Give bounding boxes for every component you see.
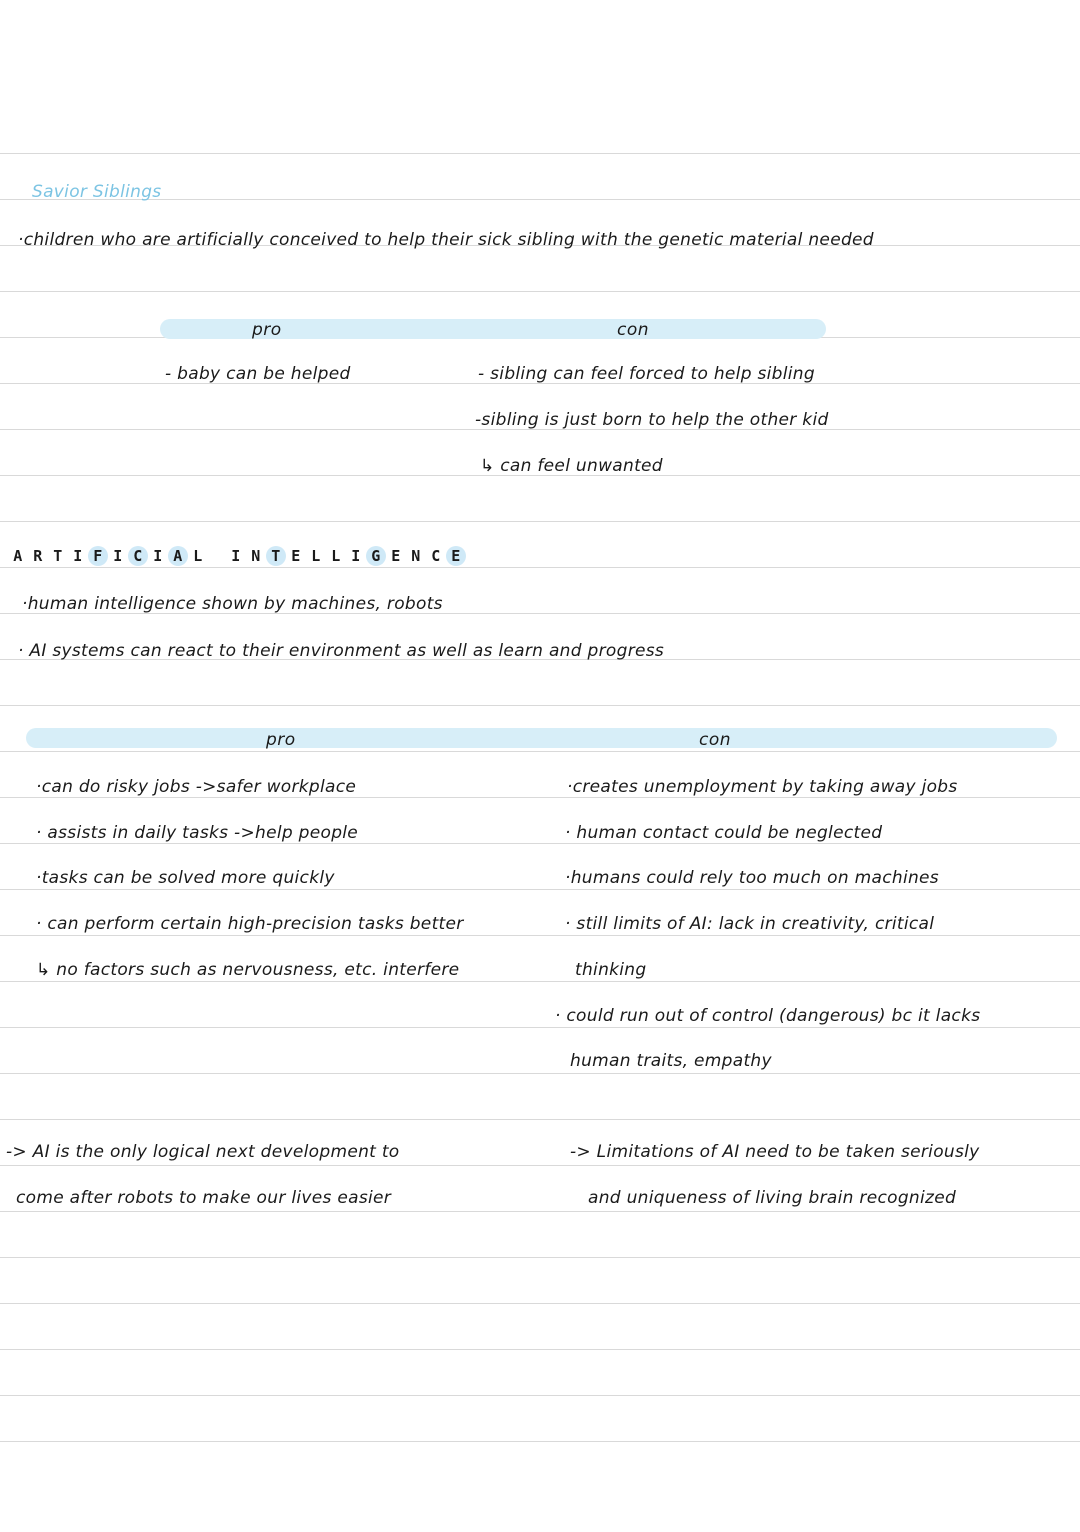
ai-pro-item: ↳ no factors such as nervousness, etc. interfere [36,960,460,980]
ai-con-item: ·creates unemployment by taking away jobs [567,777,958,797]
savior-pro-header: pro [252,320,282,340]
ruled-line [0,1211,1080,1212]
ruled-line [0,1303,1080,1304]
ruled-line [0,935,1080,936]
savior-pro-item: - baby can be helped [165,364,351,384]
ai-section-title: A R T I F I C I A L I N T E L L I G E N C E [8,546,466,566]
savior-con-item: ↳ can feel unwanted [480,456,663,476]
ai-con-header: con [699,730,732,750]
ruled-line [0,291,1080,292]
ruled-line [0,797,1080,798]
ai-pro-item: · can perform certain high-precision tasks better [36,914,464,934]
savior-siblings-definition: ·children who are artificially conceived to help their sick sibling with the genetic material needed [18,230,874,250]
savior-con-header: con [617,320,650,340]
ruled-line [0,521,1080,522]
ruled-line [0,1395,1080,1396]
savior-con-item: - sibling can feel forced to help sibling [478,364,815,384]
ruled-line [0,1257,1080,1258]
ruled-line [0,751,1080,752]
ruled-line [0,1349,1080,1350]
savior-siblings-title: Savior Siblings [32,182,162,202]
ruled-line [0,1119,1080,1120]
ruled-line [0,981,1080,982]
ai-definition-1: ·human intelligence shown by machines, robots [22,594,443,614]
ai-pro-item: ·can do risky jobs ->safer workplace [36,777,357,797]
ruled-line [0,153,1080,154]
ai-pro-con-header-bar [26,728,1057,748]
ai-con-item: · could run out of control (dangerous) bc it lacks [555,1006,981,1026]
ruled-line [0,199,1080,200]
ai-con-item: · still limits of AI: lack in creativity, critical [565,914,935,934]
ai-conclusion-con-line: and uniqueness of living brain recognized [588,1188,957,1208]
ruled-line [0,1165,1080,1166]
ai-definition-2: · AI systems can react to their environment as well as learn and progress [18,641,665,661]
ruled-line [0,705,1080,706]
ruled-line [0,889,1080,890]
ruled-line [0,1027,1080,1028]
ruled-line [0,567,1080,568]
ai-con-item: thinking [575,960,647,980]
savior-con-item: -sibling is just born to help the other kid [475,410,829,430]
ai-pro-item: ·tasks can be solved more quickly [36,868,335,888]
ai-con-item: human traits, empathy [570,1051,772,1071]
ai-pro-header: pro [266,730,296,750]
ai-con-item: ·humans could rely too much on machines [565,868,939,888]
ruled-line [0,1441,1080,1442]
ruled-line [0,1073,1080,1074]
ai-conclusion-pro-line: -> AI is the only logical next development to [6,1142,400,1162]
ruled-line [0,843,1080,844]
ai-conclusion-pro-line: come after robots to make our lives easier [16,1188,392,1208]
ai-con-item: · human contact could be neglected [565,823,883,843]
ai-conclusion-con-line: -> Limitations of AI need to be taken seriously [570,1142,980,1162]
ai-pro-item: · assists in daily tasks ->help people [36,823,359,843]
